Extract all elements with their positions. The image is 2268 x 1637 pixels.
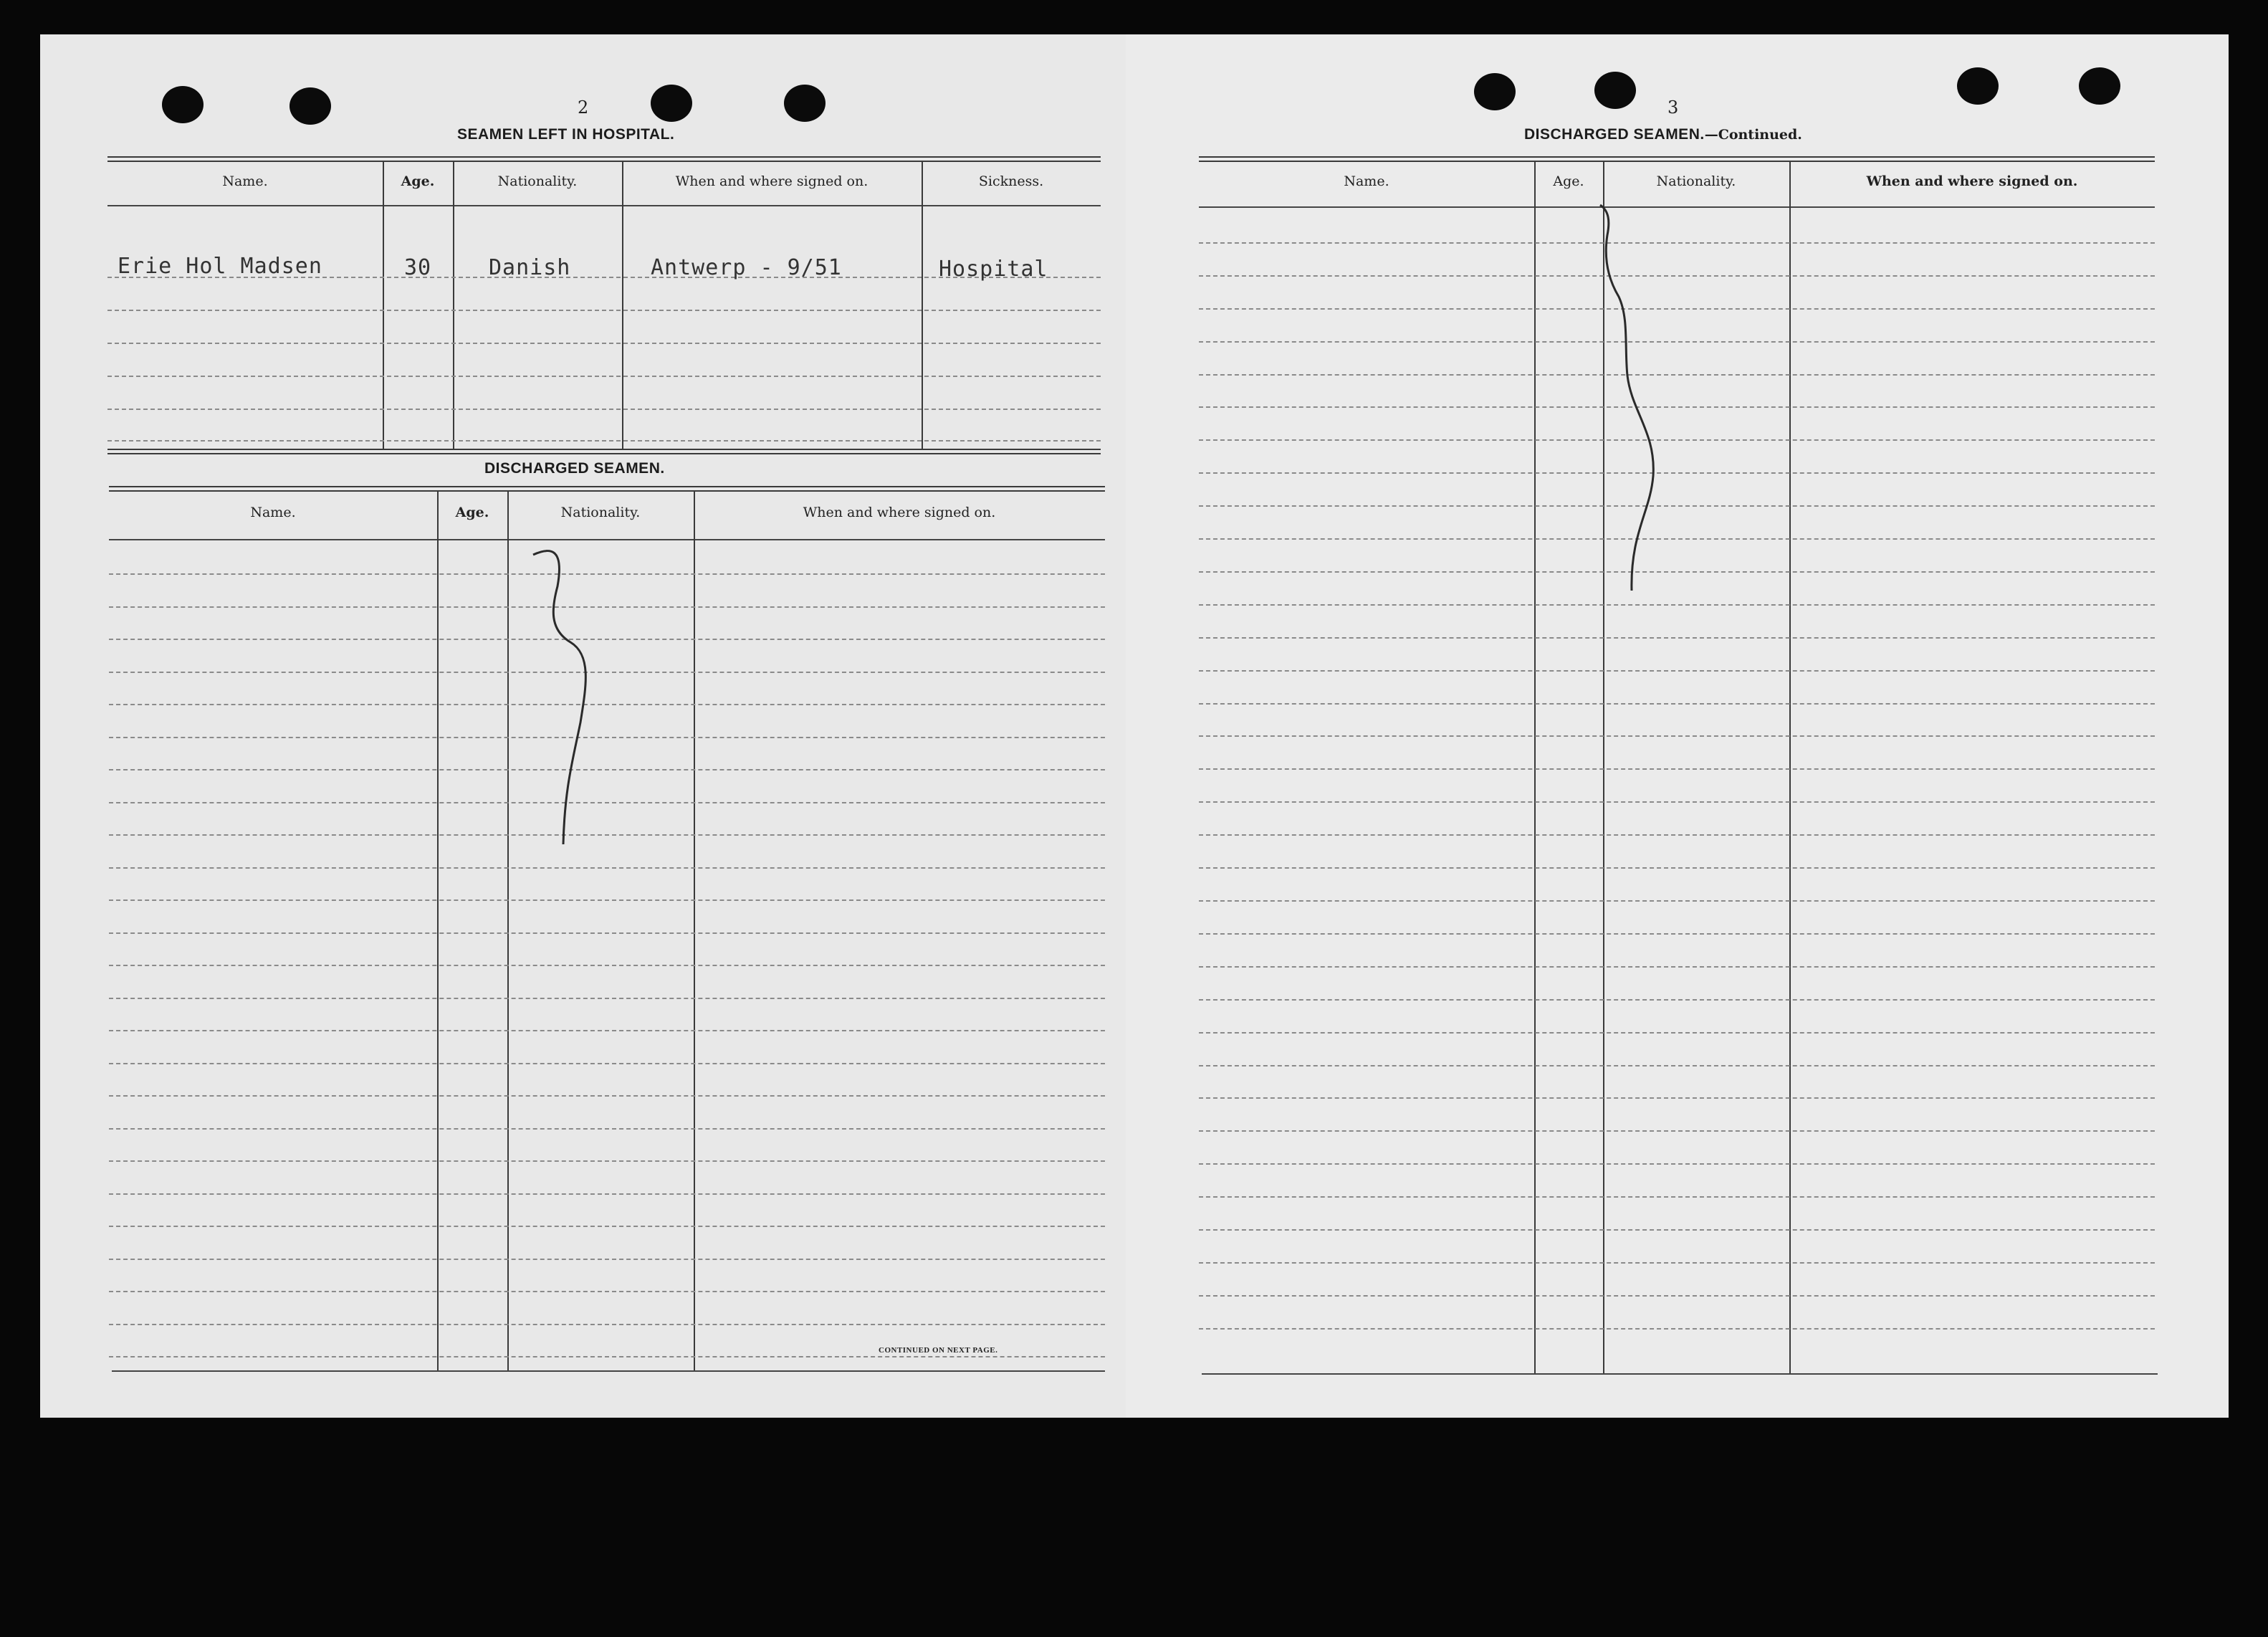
ruled-line [109,1226,1105,1227]
ruled-line [109,1128,1105,1130]
punch-hole [1957,67,1999,105]
ruled-line [1199,834,2155,836]
ruled-line [1199,1097,2155,1099]
handwritten-squiggle-mark [1584,204,1670,591]
punch-hole [1474,73,1516,110]
hospital-header-rule [107,205,1101,206]
hospital-row-line [107,440,1101,442]
ruled-line [109,704,1105,705]
hospital-col-nationality: Nationality. [497,173,578,189]
ruled-line [1199,275,2155,277]
ruled-line [109,1324,1105,1325]
entry-sickness: Hospital [939,257,1048,282]
ruled-line [1199,538,2155,540]
ruled-line [1199,900,2155,902]
ruled-line [1199,1295,2155,1297]
ruled-line [1199,637,2155,639]
ruled-line [109,1095,1105,1097]
ruled-line [1199,1196,2155,1198]
right-col-nationality: Nationality. [1656,173,1736,189]
ruled-line [109,1160,1105,1162]
hospital-table-top-rule [107,156,1101,162]
discharged-col-divider [437,492,439,1372]
hospital-col-age: Age. [401,173,435,189]
entry-age: 30 [404,255,432,280]
ruled-line [1199,999,2155,1001]
hospital-row-line [107,343,1101,344]
ruled-line [109,1193,1105,1195]
ruled-line [1199,703,2155,705]
ruled-line [1199,341,2155,343]
entry-signed-on: Antwerp - 9/51 [651,255,842,280]
ruled-line [109,1259,1105,1260]
punch-hole [651,85,692,122]
hospital-row-line [107,310,1101,311]
ruled-line [109,899,1105,901]
right-col-age: Age. [1553,173,1584,189]
ruled-line [1199,1130,2155,1132]
punch-hole [162,86,204,123]
right-col-signed-on: When and where signed on. [1866,173,2078,189]
hospital-col-divider [453,162,454,449]
page-number: 2 [578,97,589,118]
ruled-line [109,672,1105,673]
ruled-line [109,573,1105,575]
ruled-line [109,965,1105,966]
ruled-line [1199,966,2155,968]
ruled-line [109,932,1105,934]
ruled-line [1199,604,2155,606]
ruled-line [109,802,1105,803]
right-col-name: Name. [1344,173,1389,189]
ruled-line [109,1356,1105,1357]
right-page [1126,34,2229,1418]
page-number: 3 [1667,97,1679,118]
discharged-header-rule [109,539,1105,540]
ruled-line [1199,308,2155,310]
ruled-line [109,639,1105,640]
ruled-line [1199,768,2155,770]
punch-hole [2079,67,2120,105]
discharged-col-divider [507,492,509,1372]
discharged-col-signed-on: When and where signed on. [803,505,996,520]
ruled-line [1199,1032,2155,1034]
discharged-table-bottom-rule [112,1370,1105,1372]
ruled-line [109,606,1105,608]
right-header-rule [1199,206,2155,208]
ruled-line [1199,1065,2155,1066]
ruled-line [109,1030,1105,1031]
discharged-col-nationality: Nationality. [560,505,641,520]
ruled-line [1199,1229,2155,1231]
ruled-line [1199,670,2155,672]
ruled-line [1199,571,2155,573]
title-suffix: —Continued. [1704,127,1802,143]
ruled-line [1199,1262,2155,1264]
discharged-col-age: Age. [455,505,489,520]
ruled-line [1199,472,2155,474]
ruled-line [1199,1328,2155,1330]
handwritten-squiggle-mark [520,515,606,844]
hospital-col-divider [622,162,623,449]
hospital-col-signed-on: When and where signed on. [675,173,869,189]
hospital-row-line [107,409,1101,410]
ruled-line [1199,505,2155,507]
punch-hole [1594,72,1636,109]
discharged-section-title: DISCHARGED SEAMEN. [484,460,665,477]
ruled-line [109,769,1105,770]
hospital-col-name: Name. [222,173,268,189]
discharged-table-top-rule [109,486,1105,492]
ruled-line [109,737,1105,738]
punch-hole [290,87,331,125]
ruled-line [1199,374,2155,376]
hospital-col-divider [383,162,384,449]
hospital-table-bottom-rule [107,449,1101,454]
ruled-line [109,1063,1105,1064]
entry-name: Erie Hol Madsen [118,254,322,279]
title-main: DISCHARGED SEAMEN. [1524,126,1705,143]
hospital-col-divider [922,162,923,449]
ruled-line [109,998,1105,999]
ruled-line [109,834,1105,836]
left-page [40,34,1126,1418]
entry-nationality: Danish [489,255,571,280]
ruled-line [109,867,1105,869]
right-table-bottom-rule [1202,1373,2158,1375]
ruled-line [109,1291,1105,1292]
discharged-col-name: Name. [250,505,296,520]
ruled-line [1199,735,2155,737]
hospital-row-line [107,376,1101,377]
hospital-col-sickness: Sickness. [978,173,1044,189]
discharged-continued-title [1524,126,1802,143]
ruled-line [1199,406,2155,408]
ruled-line [1199,867,2155,869]
discharged-col-divider [694,492,695,1372]
hospital-section-title: SEAMEN LEFT IN HOSPITAL. [457,126,675,143]
punch-hole [784,85,826,122]
ruled-line [1199,933,2155,935]
ruled-line [1199,242,2155,244]
ruled-line [1199,801,2155,803]
ruled-line [1199,1163,2155,1165]
ruled-line [1199,439,2155,441]
continued-footer: CONTINUED ON NEXT PAGE. [879,1346,998,1355]
right-table-top-rule [1199,156,2155,162]
